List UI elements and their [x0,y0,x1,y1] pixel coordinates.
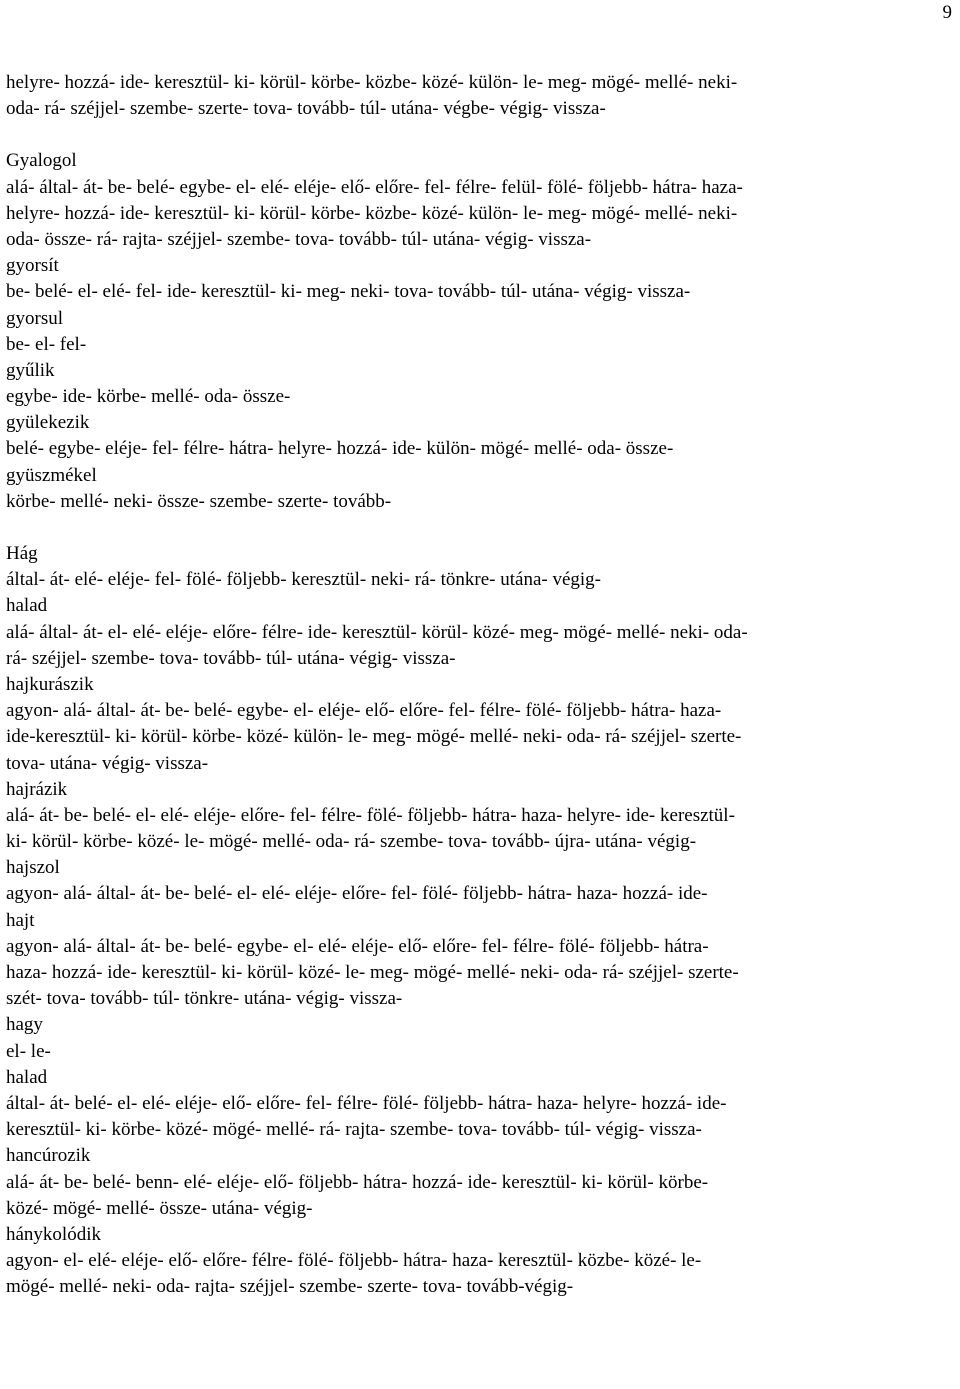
text-line: alá- által- át- el- elé- eléje- előre- félre- ide- keresztül- körül- közé- meg- mögé- mellé- neki- oda- [6,621,748,643]
text-line: közé- mögé- mellé- össze- utána- végig- [6,1197,313,1219]
text-line: által- át- belé- el- elé- eléje- elő- előre- fel- félre- fölé- följebb- hátra- haza- helyre- hozzá- ide- [6,1092,727,1114]
text-line: hancúrozik [6,1145,91,1167]
text-line: agyon- alá- által- át- be- belé- egybe- el- elé- eléje- elő- előre- fel- félre- fölé- följebb- hátra- [6,935,709,957]
text-line: el- le- [6,1040,51,1062]
text-line: helyre- hozzá- ide- keresztül- ki- körül- körbe- közbe- közé- külön- le- meg- mögé- mellé- neki- [6,72,738,93]
text-line: haza- hozzá- ide- keresztül- ki- körül- közé- le- meg- mögé- mellé- neki- oda- rá- széjjel- szerte- [6,962,739,983]
paragraph-gap [6,515,956,541]
text-line: tova- utána- végig- vissza- [6,752,209,774]
text-section [6,541,956,1300]
text-line: oda- rá- széjjel- szembe- szerte- tova- tovább- túl- utána- végbe- végig- vissza- [6,98,606,120]
text-line: be- belé- el- elé- fel- ide- keresztül- ki- meg- neki- tova- tovább- túl- utána- végig- vissza- [6,281,691,303]
paragraph-gap [6,122,956,148]
text-line: gyüszmékel [6,464,97,486]
text-line: gyűlik [6,359,55,381]
text-line: ide-keresztül- ki- körül- körbe- közé- külön- le- meg- mögé- mellé- neki- oda- rá- széjjel- szerte- [6,726,742,748]
text-line: körbe- mellé- neki- össze- szembe- szerte- tovább- [6,490,392,512]
text-line: gyülekezik [6,412,90,434]
text-line: ki- körül- körbe- közé- le- mögé- mellé- oda- rá- szembe- tova- tovább- újra- utána- végig- [6,831,697,853]
text-line: gyorsít [6,255,59,277]
text-line: halad [6,595,48,617]
text-line: alá- át- be- belé- el- elé- eléje- előre- fel- félre- fölé- följebb- hátra- haza- helyre- ide- keresztül- [6,804,735,826]
text-line: belé- egybe- eléje- fel- félre- hátra- helyre- hozzá- ide- külön- mögé- mellé- oda- össze- [6,438,674,460]
text-line: hánykolódik [6,1223,101,1245]
text-line: egybe- ide- körbe- mellé- oda- össze- [6,386,291,408]
text-line: hajszol [6,857,60,879]
text-line: mögé- mellé- neki- oda- rajta- széjjel- szembe- szerte- tova- tovább-végig- [6,1276,574,1298]
text-line: gyorsul [6,307,63,329]
text-line: alá- át- be- belé- benn- elé- eléje- elő- följebb- hátra- hozzá- ide- keresztül- ki- körül- körbe- [6,1171,709,1193]
text-line: Gyalogol [6,150,77,172]
text-line: Hág [6,543,38,564]
text-line: hajrázik [6,778,68,800]
text-section [6,148,956,515]
text-line: agyon- alá- által- át- be- belé- egybe- el- eléje- elő- előre- fel- félre- fölé- följebb- hátra- haza- [6,700,722,722]
document-body [6,70,956,1300]
text-line: agyon- alá- által- át- be- belé- el- elé- eléje- előre- fel- fölé- följebb- hátra- haza- hozzá- ide- [6,883,708,905]
text-line: helyre- hozzá- ide- keresztül- ki- körül- körbe- közbe- közé- külön- le- meg- mögé- mellé- neki- [6,202,738,224]
text-line: szét- tova- tovább- túl- tönkre- utána- végig- vissza- [6,988,403,1010]
text-line: be- el- fel- [6,333,87,355]
page-number: 9 [942,2,952,23]
text-line: által- át- elé- eléje- fel- fölé- följebb- keresztül- neki- rá- tönkre- utána- végig- [6,569,602,591]
text-line: rá- széjjel- szembe- tova- tovább- túl- utána- végig- vissza- [6,647,456,669]
text-line: hajt [6,909,35,931]
text-line: keresztül- ki- körbe- közé- mögé- mellé- rá- rajta- szembe- tova- tovább- túl- végig- vissza- [6,1119,702,1141]
text-line: hajkurászik [6,673,94,695]
text-section [6,70,956,122]
text-line: halad [6,1066,48,1088]
text-line: agyon- el- elé- eléje- elő- előre- félre- fölé- följebb- hátra- haza- keresztül- közbe- közé- le- [6,1250,702,1272]
text-line: hagy [6,1014,43,1036]
text-line: oda- össze- rá- rajta- széjjel- szembe- tova- tovább- túl- utána- végig- vissza- [6,228,592,250]
text-line: alá- által- át- be- belé- egybe- el- elé- eléje- elő- előre- fel- félre- felül- fölé- följebb- hátra- haza- [6,176,743,198]
